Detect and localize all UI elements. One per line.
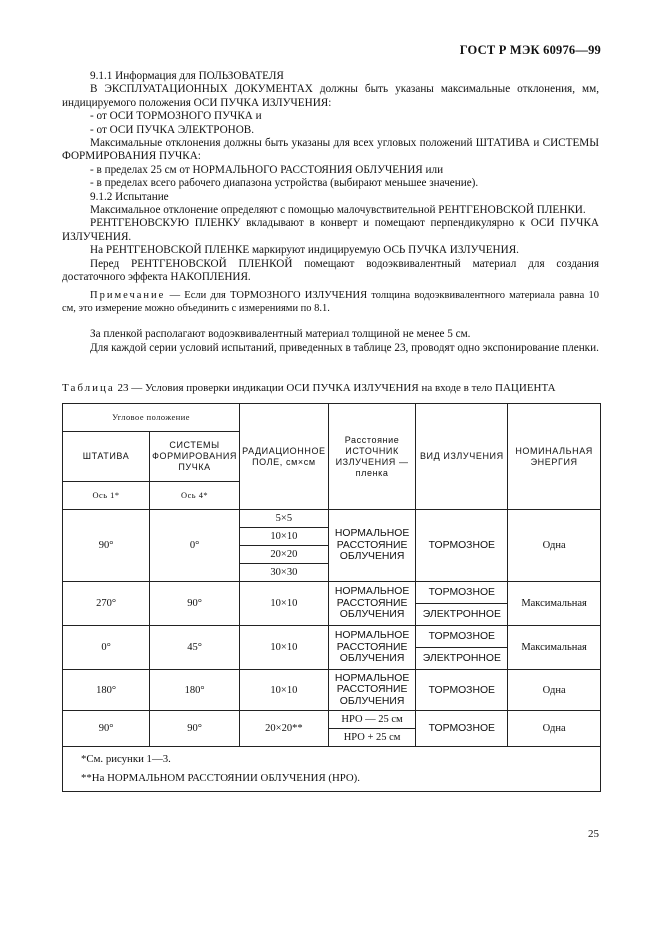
cell-gantry: 180° — [63, 670, 150, 711]
paragraph: РЕНТГЕНОВСКУЮ ПЛЕНКУ вкладывают в конверт и помещают перпендикулярно к ОСИ ПУЧКА ИЗЛУЧЕНИЯ. — [62, 217, 599, 243]
bullet-item: - в пределах 25 см от НОРМАЛЬНОГО РАССТОЯНИЯ ОБЛУЧЕНИЯ или — [90, 163, 444, 176]
cell-field: 30×30 — [240, 564, 329, 582]
paragraph: Перед РЕНТГЕНОВСКОЙ ПЛЕНКОЙ помещают водоэквивалентный материал для создания достаточного эффекта НАКОПЛЕНИЯ. — [62, 257, 599, 284]
cell-distance: НРО — 25 см — [328, 711, 416, 729]
paragraph: На РЕНТГЕНОВСКОЙ ПЛЕНКЕ маркируют индицируемую ОСЬ ПУЧКА ИЗЛУЧЕНИЯ. — [90, 244, 519, 257]
paragraph: Максимальные отклонения должны быть указаны для всех угловых положений ШТАТИВА и СИСТЕМЫ ФОРМИРОВАНИЯ ПУЧКА: — [62, 137, 599, 163]
conditions-table — [62, 403, 601, 792]
table-caption — [62, 382, 556, 394]
cell-type: ТОРМОЗНОЕ — [416, 670, 508, 711]
table-row — [63, 670, 601, 711]
header-radiation-field: РАДИАЦИОННОЕ ПОЛЕ, см×см — [240, 404, 329, 510]
cell-field: 10×10 — [240, 582, 329, 626]
cell-distance: НОРМАЛЬНОЕ РАССТОЯНИЕ ОБЛУЧЕНИЯ — [328, 510, 416, 582]
header-nominal-energy: НОМИНАЛЬНАЯ ЭНЕРГИЯ — [508, 404, 601, 510]
document-header: ГОСТ Р МЭК 60976—99 — [459, 43, 601, 57]
cell-field: 20×20** — [240, 711, 329, 747]
cell-type: ЭЛЕКТРОННОЕ — [416, 648, 508, 670]
footnote: **На НОРМАЛЬНОМ РАССТОЯНИИ ОБЛУЧЕНИЯ (НРО). — [81, 772, 360, 784]
paragraph: За пленкой располагают водоэквивалентный материал толщиной не менее 5 см. — [90, 328, 471, 341]
cell-type: ТОРМОЗНОЕ — [416, 510, 508, 582]
bullet-item: - в пределах всего рабочего диапазона устройства (выбирают меньшее значение). — [90, 177, 479, 190]
paragraph: Для каждой серии условий испытаний, приведенных в таблице 23, проводят одно экспонирование пленки. — [90, 341, 599, 354]
cell-system: 45° — [150, 626, 240, 670]
header-angular-position: Угловое положение — [63, 404, 240, 432]
table-row — [63, 582, 601, 604]
cell-system: 90° — [150, 582, 240, 626]
cell-energy: Максимальная — [508, 582, 601, 626]
cell-distance: НРО + 25 см — [328, 729, 416, 747]
cell-distance: НОРМАЛЬНОЕ РАССТОЯНИЕ ОБЛУЧЕНИЯ — [328, 626, 416, 670]
paragraph: В ЭКСПЛУАТАЦИОННЫХ ДОКУМЕНТАХ должны быть указаны максимальные отклонения, мм, индицируемого положения ОСИ ПУЧКА ИЗЛУЧЕНИЯ: — [62, 83, 599, 109]
table-caption-text: 23 — Условия проверки индикации ОСИ ПУЧКА ИЗЛУЧЕНИЯ на входе в тело ПАЦИЕНТА — [117, 382, 556, 394]
table-row — [63, 510, 601, 528]
cell-gantry: 0° — [63, 626, 150, 670]
cell-system: 180° — [150, 670, 240, 711]
section-912-title: 9.1.2 Испытание — [90, 190, 169, 203]
header-axis-1: Ось 1* — [63, 482, 150, 510]
cell-system: 0° — [150, 510, 240, 582]
page-number: 25 — [588, 828, 599, 840]
footnote: *См. рисунки 1—3. — [81, 753, 171, 765]
cell-field: 10×10 — [240, 626, 329, 670]
cell-gantry: 90° — [63, 510, 150, 582]
header-gantry: ШТАТИВА — [63, 432, 150, 482]
cell-energy: Одна — [508, 711, 601, 747]
note-label: Примечание — [90, 289, 166, 301]
cell-type: ЭЛЕКТРОННОЕ — [416, 604, 508, 626]
table-footnotes — [63, 747, 601, 792]
bullet-item: - от ОСИ ПУЧКА ЭЛЕКТРОНОВ. — [90, 123, 255, 136]
header-distance: Расстояние ИСТОЧНИК ИЗЛУЧЕНИЯ — пленка — [328, 404, 416, 510]
note — [62, 289, 599, 316]
header-radiation-type: ВИД ИЗЛУЧЕНИЯ — [416, 404, 508, 510]
cell-gantry: 90° — [63, 711, 150, 747]
bullet-item: - от ОСИ ТОРМОЗНОГО ПУЧКА и — [90, 110, 262, 123]
table-caption-label: Таблица — [62, 382, 115, 394]
note-text: — Если для ТОРМОЗНОГО ИЗЛУЧЕНИЯ толщина водоэквивалентного материала равна 10 см, это измерение можно объединить с измерениями по 8.1. — [62, 289, 600, 314]
cell-distance: НОРМАЛЬНОЕ РАССТОЯНИЕ ОБЛУЧЕНИЯ — [328, 582, 416, 626]
cell-type: ТОРМОЗНОЕ — [416, 582, 508, 604]
cell-field: 10×10 — [240, 670, 329, 711]
body-text — [62, 70, 599, 355]
cell-field: 5×5 — [240, 510, 329, 528]
cell-energy: Одна — [508, 510, 601, 582]
cell-gantry: 270° — [63, 582, 150, 626]
table-row — [63, 711, 601, 729]
header-axis-4: Ось 4* — [150, 482, 240, 510]
cell-energy: Максимальная — [508, 626, 601, 670]
cell-system: 90° — [150, 711, 240, 747]
header-beam-system: СИСТЕМЫ ФОРМИРОВАНИЯ ПУЧКА — [150, 432, 240, 482]
cell-type: ТОРМОЗНОЕ — [416, 626, 508, 648]
paragraph: Максимальное отклонение определяют с помощью малочувствительной РЕНТГЕНОВСКОЙ ПЛЕНКИ. — [90, 204, 586, 217]
cell-distance: НОРМАЛЬНОЕ РАССТОЯНИЕ ОБЛУЧЕНИЯ — [328, 670, 416, 711]
cell-field: 10×10 — [240, 528, 329, 546]
cell-field: 20×20 — [240, 546, 329, 564]
cell-energy: Одна — [508, 670, 601, 711]
table-row — [63, 626, 601, 648]
section-911-title: 9.1.1 Информация для ПОЛЬЗОВАТЕЛЯ — [90, 70, 284, 82]
cell-type: ТОРМОЗНОЕ — [416, 711, 508, 747]
